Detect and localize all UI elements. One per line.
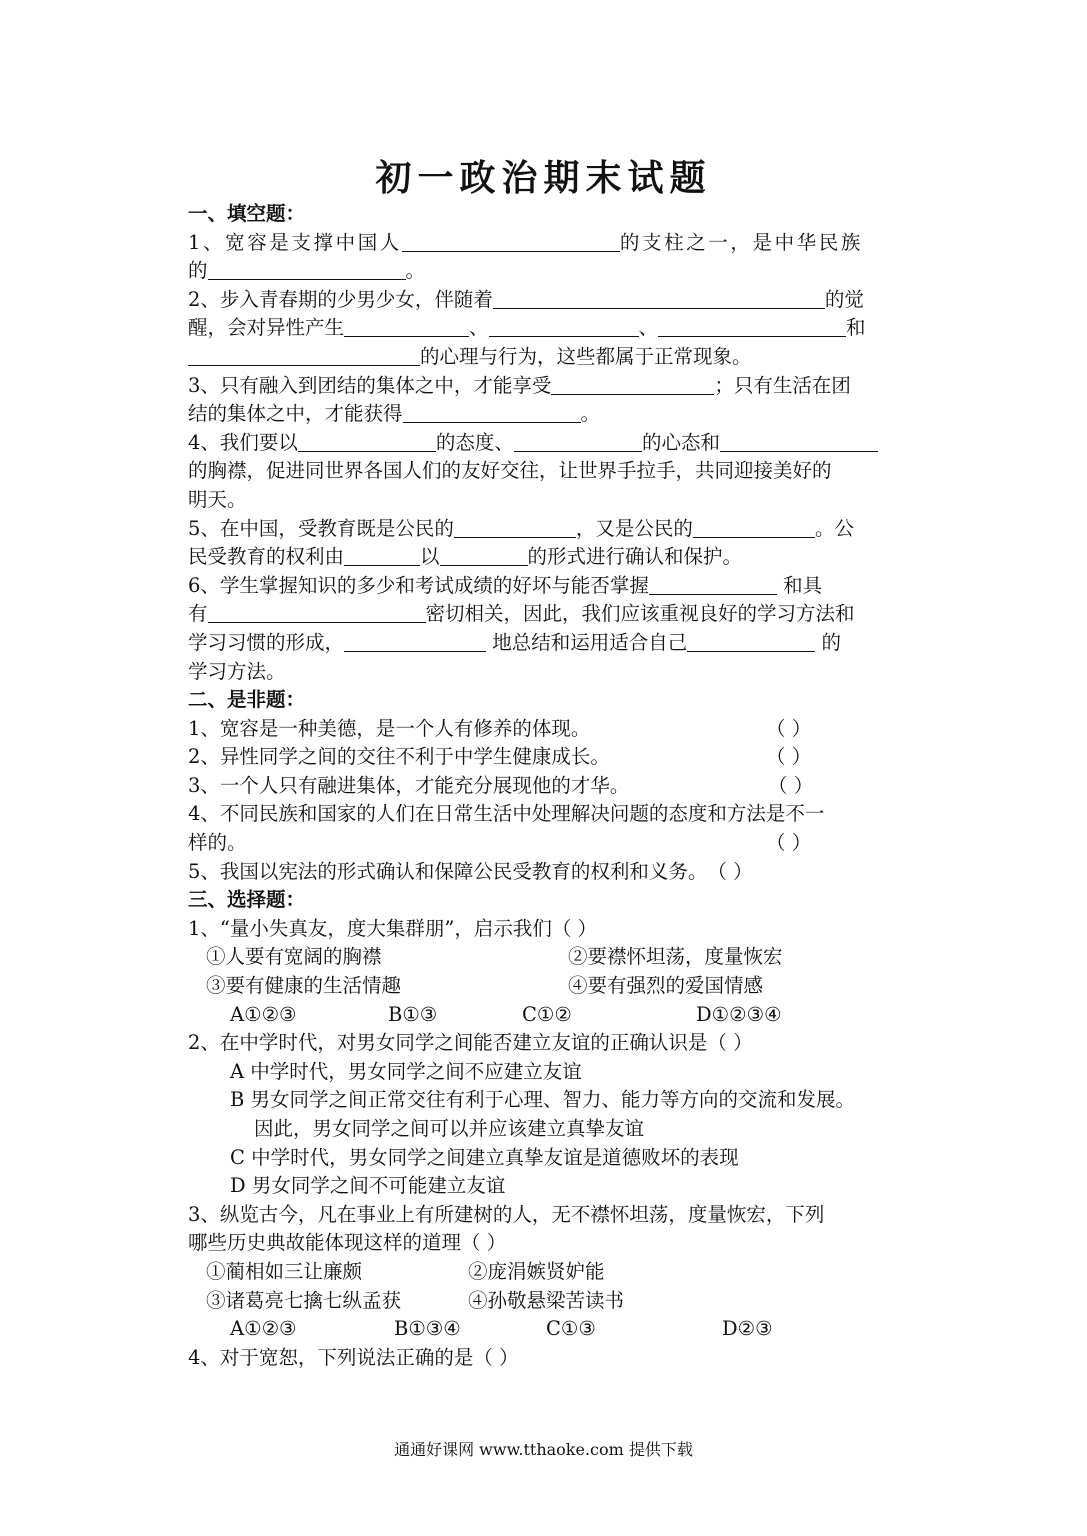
mc-q1-options-row2 (188, 972, 900, 1001)
answer-blank[interactable] (687, 631, 815, 652)
answer-option[interactable]: D 男女同学之间不可能建立友谊 (230, 1174, 506, 1198)
q3-line2: 结的集体之中，才能获得 。 (188, 402, 601, 426)
answer-option[interactable]: D①②③④ (696, 1002, 782, 1026)
tf-item: 4、不同民族和国家的人们在日常生活中处理解决问题的态度和方法是不一 (188, 802, 825, 826)
mc-q1-stem: 1、“量小失真友，度大集群朋”，启示我们（ ） (188, 916, 598, 940)
answer-blank[interactable] (188, 345, 420, 366)
mc-q3-options-row1 (188, 1258, 900, 1287)
mc-q2-stem: 2、在中学时代，对男女同学之间能否建立友谊的正确认识是（ ） (188, 1031, 753, 1055)
answer-blank[interactable] (514, 431, 642, 452)
answer-blank[interactable] (489, 316, 639, 337)
page-title: 初一政治期末试题 (375, 158, 712, 199)
tf-item: 5、我国以宪法的形式确认和保障公民受教育的权利和义务。（ ） (188, 858, 900, 887)
q4-line2: 的胸襟，促进同世界各国人们的友好交往，让世界手拉手，共同迎接美好的 (188, 459, 832, 483)
mc-q1-options-row1 (188, 943, 900, 972)
answer-option-continued: 因此，男女同学之间可以并应该建立真挚友谊 (254, 1117, 645, 1140)
answer-blank[interactable] (344, 316, 469, 337)
answer-blank[interactable] (454, 517, 576, 538)
answer-blank[interactable] (402, 231, 620, 252)
mc-q4-stem: 4、对于宽恕，下列说法正确的是（ ） (188, 1345, 519, 1369)
answer-option[interactable]: B①③④ (394, 1317, 461, 1341)
q2-line2: 醒，会对异性产生 、 、 和 (188, 316, 866, 340)
answer-option[interactable]: D②③ (722, 1317, 773, 1341)
choice-statement: ④孙敬悬梁苦读书 (468, 1288, 625, 1312)
choice-statement: ③诸葛亮七擒七纵孟获 (206, 1288, 402, 1312)
section-fill-in-heading: 一、填空题： (188, 202, 306, 225)
section-multiple-choice-heading: 三、选择题： (188, 888, 306, 912)
mc-q3-stem-line1: 3、纵览古今，凡在事业上有所建树的人，无不襟怀坦荡，度量恢宏，下列 (188, 1202, 825, 1226)
answer-option[interactable]: A①②③ (230, 1002, 297, 1026)
answer-option[interactable]: A①②③ (230, 1317, 297, 1341)
tf-item: 2、异性同学之间的交往不利于中学生健康成长。 （ ） (188, 743, 900, 772)
tf-item: 样的。 （ ） (188, 829, 900, 858)
q4-line3: 明天。 (188, 487, 247, 511)
exam-content (188, 200, 900, 1372)
answer-option[interactable]: C①② (522, 1002, 572, 1026)
choice-statement: ④要有强烈的爱国情感 (568, 974, 764, 998)
answer-parenthesis[interactable]: （ ） (768, 773, 814, 797)
q5-line1: 5、在中国，受教育既是公民的 ，又是公民的 。公 (188, 516, 854, 540)
answer-blank[interactable] (551, 374, 714, 395)
mc-q3-answers (188, 1315, 900, 1344)
answer-blank[interactable] (344, 545, 420, 566)
answer-blank[interactable] (208, 602, 426, 623)
q5-line2: 民受教育的权利由 以 的形式进行确认和保护。 (188, 545, 743, 569)
q6-line2: 有 密切相关，因此，我们应该重视良好的学习方法和 (188, 602, 855, 626)
choice-statement: ①蔺相如三让廉颇 (206, 1259, 363, 1283)
mc-q1-answers (188, 1001, 900, 1030)
answer-parenthesis[interactable]: （ ） (766, 716, 812, 740)
section-true-false-heading: 二、是非题： (188, 688, 306, 712)
answer-option[interactable]: C①③ (546, 1317, 596, 1341)
q6-line3: 学习习惯的形成， 地总结和运用适合自己 的 (188, 630, 841, 654)
mc-q3-stem-line2: 哪些历史典故能体现这样的道理（ ） (188, 1231, 507, 1255)
q1-line2: 的 。 (188, 259, 426, 283)
answer-option[interactable]: B 男女同学之间正常交往有利于心理、智力、能力等方向的交流和发展。 (230, 1088, 856, 1112)
answer-option[interactable]: C 中学时代，男女同学之间建立真挚友谊是道德败坏的表现 (230, 1145, 739, 1169)
q6-line4: 学习方法。 (188, 659, 286, 683)
q1-line1: 1、宽容是支撑中国人 的支柱之一，是中华民族 (188, 230, 864, 254)
tf-item: 1、宽容是一种美德，是一个人有修养的体现。 （ ） (188, 715, 900, 744)
answer-blank[interactable] (658, 316, 846, 337)
answer-blank[interactable] (649, 574, 777, 595)
answer-parenthesis[interactable]: （ ） (707, 859, 753, 883)
q3-line1: 3、只有融入到团结的集体之中，才能享受 ；只有生活在团 (188, 373, 851, 397)
q2-line3: 的心理与行为，这些都属于正常现象。 (188, 343, 900, 372)
answer-blank[interactable] (403, 402, 581, 423)
choice-statement: ②庞涓嫉贤妒能 (468, 1259, 605, 1283)
q2-line1: 2、步入青春期的少男少女，伴随着 的觉 (188, 287, 864, 311)
choice-statement: ①人要有宽阔的胸襟 (206, 945, 382, 969)
answer-blank[interactable] (344, 631, 486, 652)
choice-statement: ③要有健康的生活情趣 (206, 974, 402, 998)
page-footer: 通通好课网 www.tthaoke.com 提供下载 (394, 1440, 693, 1459)
answer-blank[interactable] (720, 431, 878, 452)
tf-item: 3、一个人只有融进集体，才能充分展现他的才华。 （ ） (188, 772, 900, 801)
answer-option[interactable]: B①③ (388, 1002, 438, 1026)
answer-blank[interactable] (440, 545, 528, 566)
answer-parenthesis[interactable]: （ ） (766, 745, 812, 769)
answer-option[interactable]: A 中学时代，男女同学之间不应建立友谊 (230, 1059, 582, 1083)
answer-blank[interactable] (298, 431, 436, 452)
answer-blank[interactable] (693, 517, 815, 538)
answer-blank[interactable] (493, 288, 825, 309)
choice-statement: ②要襟怀坦荡，度量恢宏 (568, 945, 783, 969)
answer-blank[interactable] (208, 259, 406, 280)
q6-line1: 6、学生掌握知识的多少和考试成绩的好坏与能否掌握 和具 (188, 573, 823, 597)
answer-parenthesis[interactable]: （ ） (766, 831, 812, 855)
mc-q3-options-row2 (188, 1287, 900, 1316)
q4-line1: 4、我们要以 的态度、 的心态和 (188, 429, 900, 458)
